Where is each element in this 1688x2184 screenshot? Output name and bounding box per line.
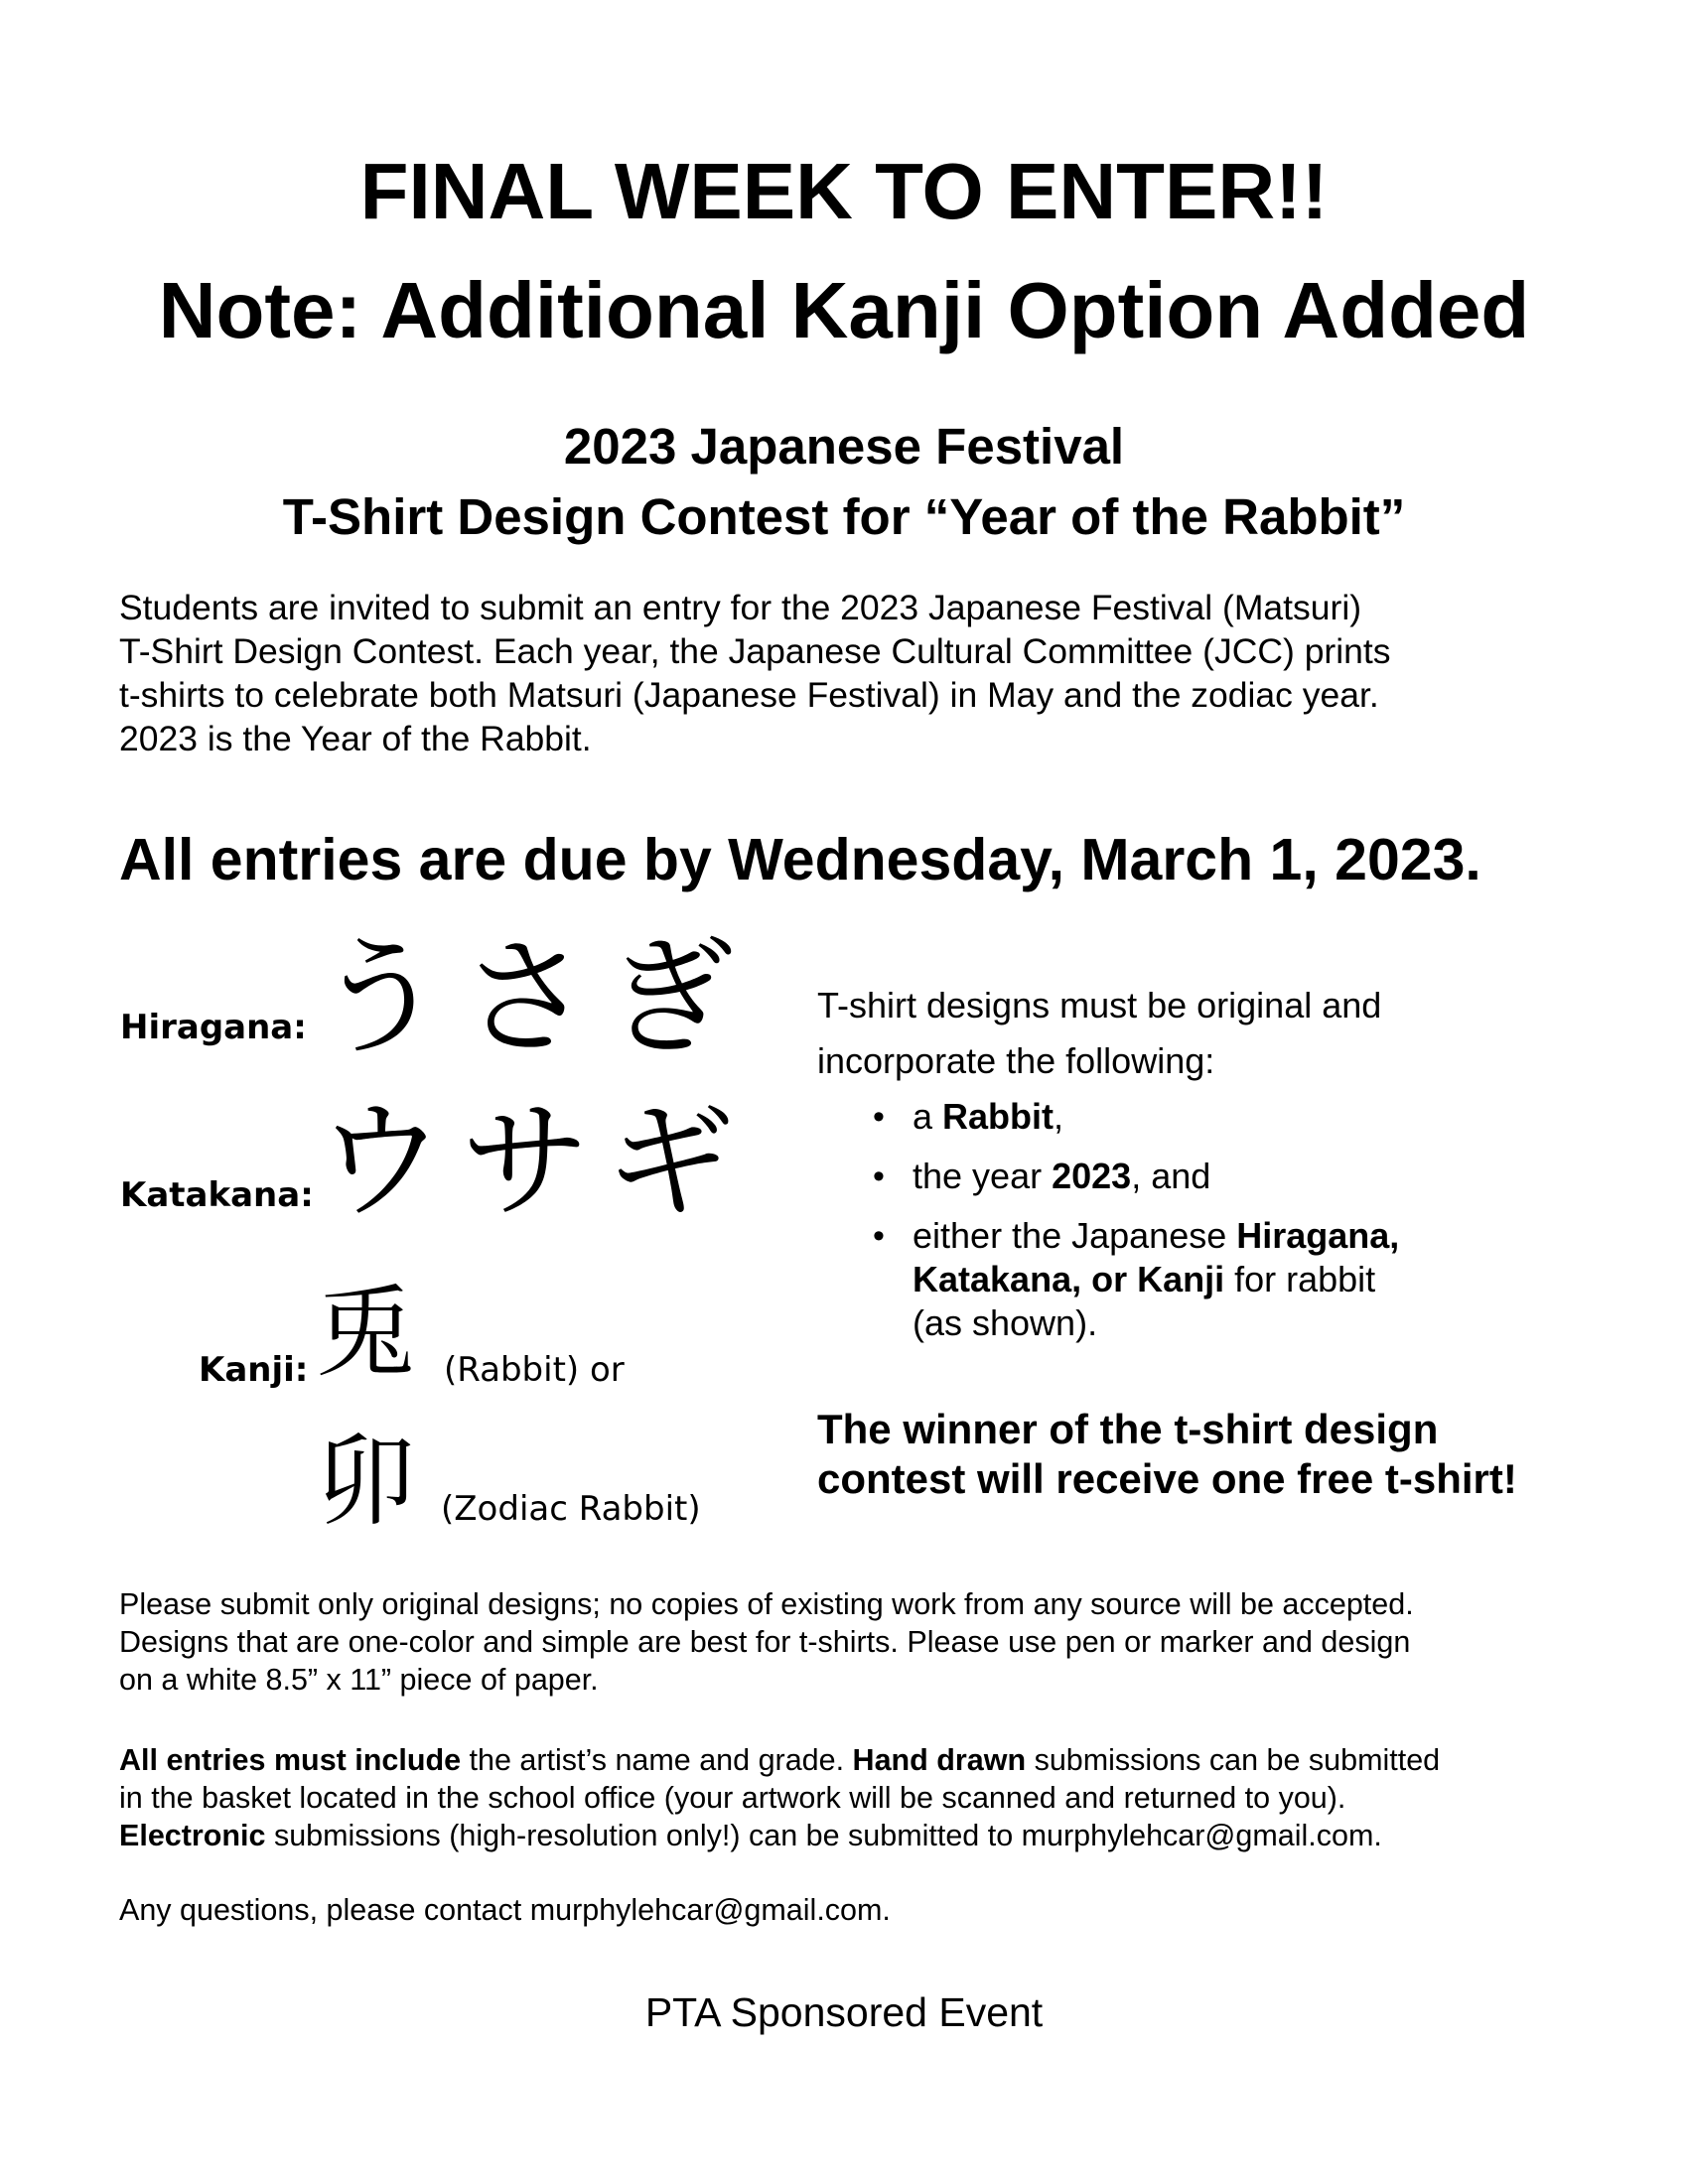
kanji-zodiac-rabbit-note: (Zodiac Rabbit)	[441, 1489, 701, 1529]
headline-final-week: FINAL WEEK TO ENTER!!	[359, 147, 1329, 235]
requirement-text: for rabbit	[1224, 1259, 1376, 1299]
requirement-text: either the Japanese	[913, 1215, 1237, 1256]
requirement-text: ,	[1054, 1096, 1064, 1137]
requirement-rabbit	[913, 1095, 1592, 1139]
hiragana-label: Hiragana:	[120, 1008, 307, 1047]
requirement-bold-text: 2023	[1052, 1156, 1132, 1196]
contact-line: Any questions, please contact murphylehcar@gmail.com.	[119, 1893, 891, 1927]
headline-kanji-note: Note: Additional Kanji Option Added	[158, 266, 1530, 354]
winner-prize-statement	[817, 1405, 1517, 1504]
submission-text: the artist’s name and grade.	[461, 1743, 853, 1777]
requirement-text: a	[913, 1096, 943, 1137]
guideline-line: Please submit only original designs; no copies of existing work from any source will be accepted.	[119, 1587, 1414, 1621]
guideline-line: on a white 8.5” x 11” piece of paper.	[119, 1663, 599, 1697]
requirement-bold-text: Rabbit	[942, 1096, 1055, 1137]
requirements-list	[817, 1095, 1592, 1345]
intro-line: Students are invited to submit an entry for the 2023 Japanese Festival (Matsuri)	[119, 588, 1362, 627]
contest-title: T-Shirt Design Contest for “Year of the Rabbit”	[282, 488, 1406, 545]
submission-bold-text: All entries must include	[119, 1743, 462, 1777]
hiragana-rabbit-text: うさぎ	[316, 922, 752, 1073]
requirement-japanese-script	[913, 1214, 1592, 1345]
kanji-zodiac-rabbit-char: 卯	[316, 1424, 415, 1540]
requirements-intro-line: T-shirt designs must be original and	[817, 985, 1382, 1025]
winner-line: contest will receive one free t-shirt!	[817, 1455, 1517, 1502]
katakana-rabbit-text: ウサギ	[316, 1086, 752, 1237]
submission-line	[119, 1741, 1569, 1779]
requirement-text: , and	[1131, 1156, 1211, 1196]
katakana-label: Katakana:	[120, 1175, 314, 1215]
guideline-line: Designs that are one-color and simple are best for t-shirts. Please use pen or marker and design	[119, 1625, 1411, 1659]
intro-line: T-Shirt Design Contest. Each year, the Japanese Cultural Committee (JCC) prints	[119, 631, 1391, 671]
submission-line	[119, 1817, 1569, 1854]
design-guidelines	[119, 1585, 1569, 1699]
festival-title: 2023 Japanese Festival	[563, 418, 1125, 475]
deadline-statement: All entries are due by Wednesday, March 1, 2023.	[119, 827, 1481, 892]
design-requirements	[817, 978, 1592, 1361]
kanji-label: Kanji:	[199, 1350, 309, 1390]
submission-bold-text: Electronic	[119, 1819, 266, 1852]
kanji-rabbit-note: (Rabbit) or	[444, 1350, 625, 1390]
intro-paragraph	[119, 586, 1549, 760]
requirement-bold-text: Katakana, or Kanji	[913, 1259, 1225, 1299]
requirement-bold-text: Hiragana,	[1236, 1215, 1400, 1256]
submission-bold-text: Hand drawn	[852, 1743, 1027, 1777]
requirement-year	[913, 1155, 1592, 1198]
intro-line: 2023 is the Year of the Rabbit.	[119, 719, 592, 758]
submission-instructions	[119, 1741, 1569, 1854]
submission-text: submissions can be submitted	[1026, 1743, 1441, 1777]
submission-text: submissions (high-resolution only!) can be submitted to murphylehcar@gmail.com.	[265, 1819, 1382, 1852]
pta-sponsor-footer: PTA Sponsored Event	[644, 1989, 1044, 2035]
winner-line: The winner of the t-shirt design	[817, 1406, 1439, 1452]
requirement-text: (as shown).	[913, 1302, 1098, 1343]
requirement-text: the year	[913, 1156, 1053, 1196]
requirements-intro-line: incorporate the following:	[817, 1040, 1215, 1081]
intro-line: t-shirts to celebrate both Matsuri (Japanese Festival) in May and the zodiac year.	[119, 675, 1379, 715]
kanji-rabbit-char: 兎	[316, 1275, 415, 1391]
submission-line: in the basket located in the school office (your artwork will be scanned and returned to you).	[119, 1781, 1346, 1815]
